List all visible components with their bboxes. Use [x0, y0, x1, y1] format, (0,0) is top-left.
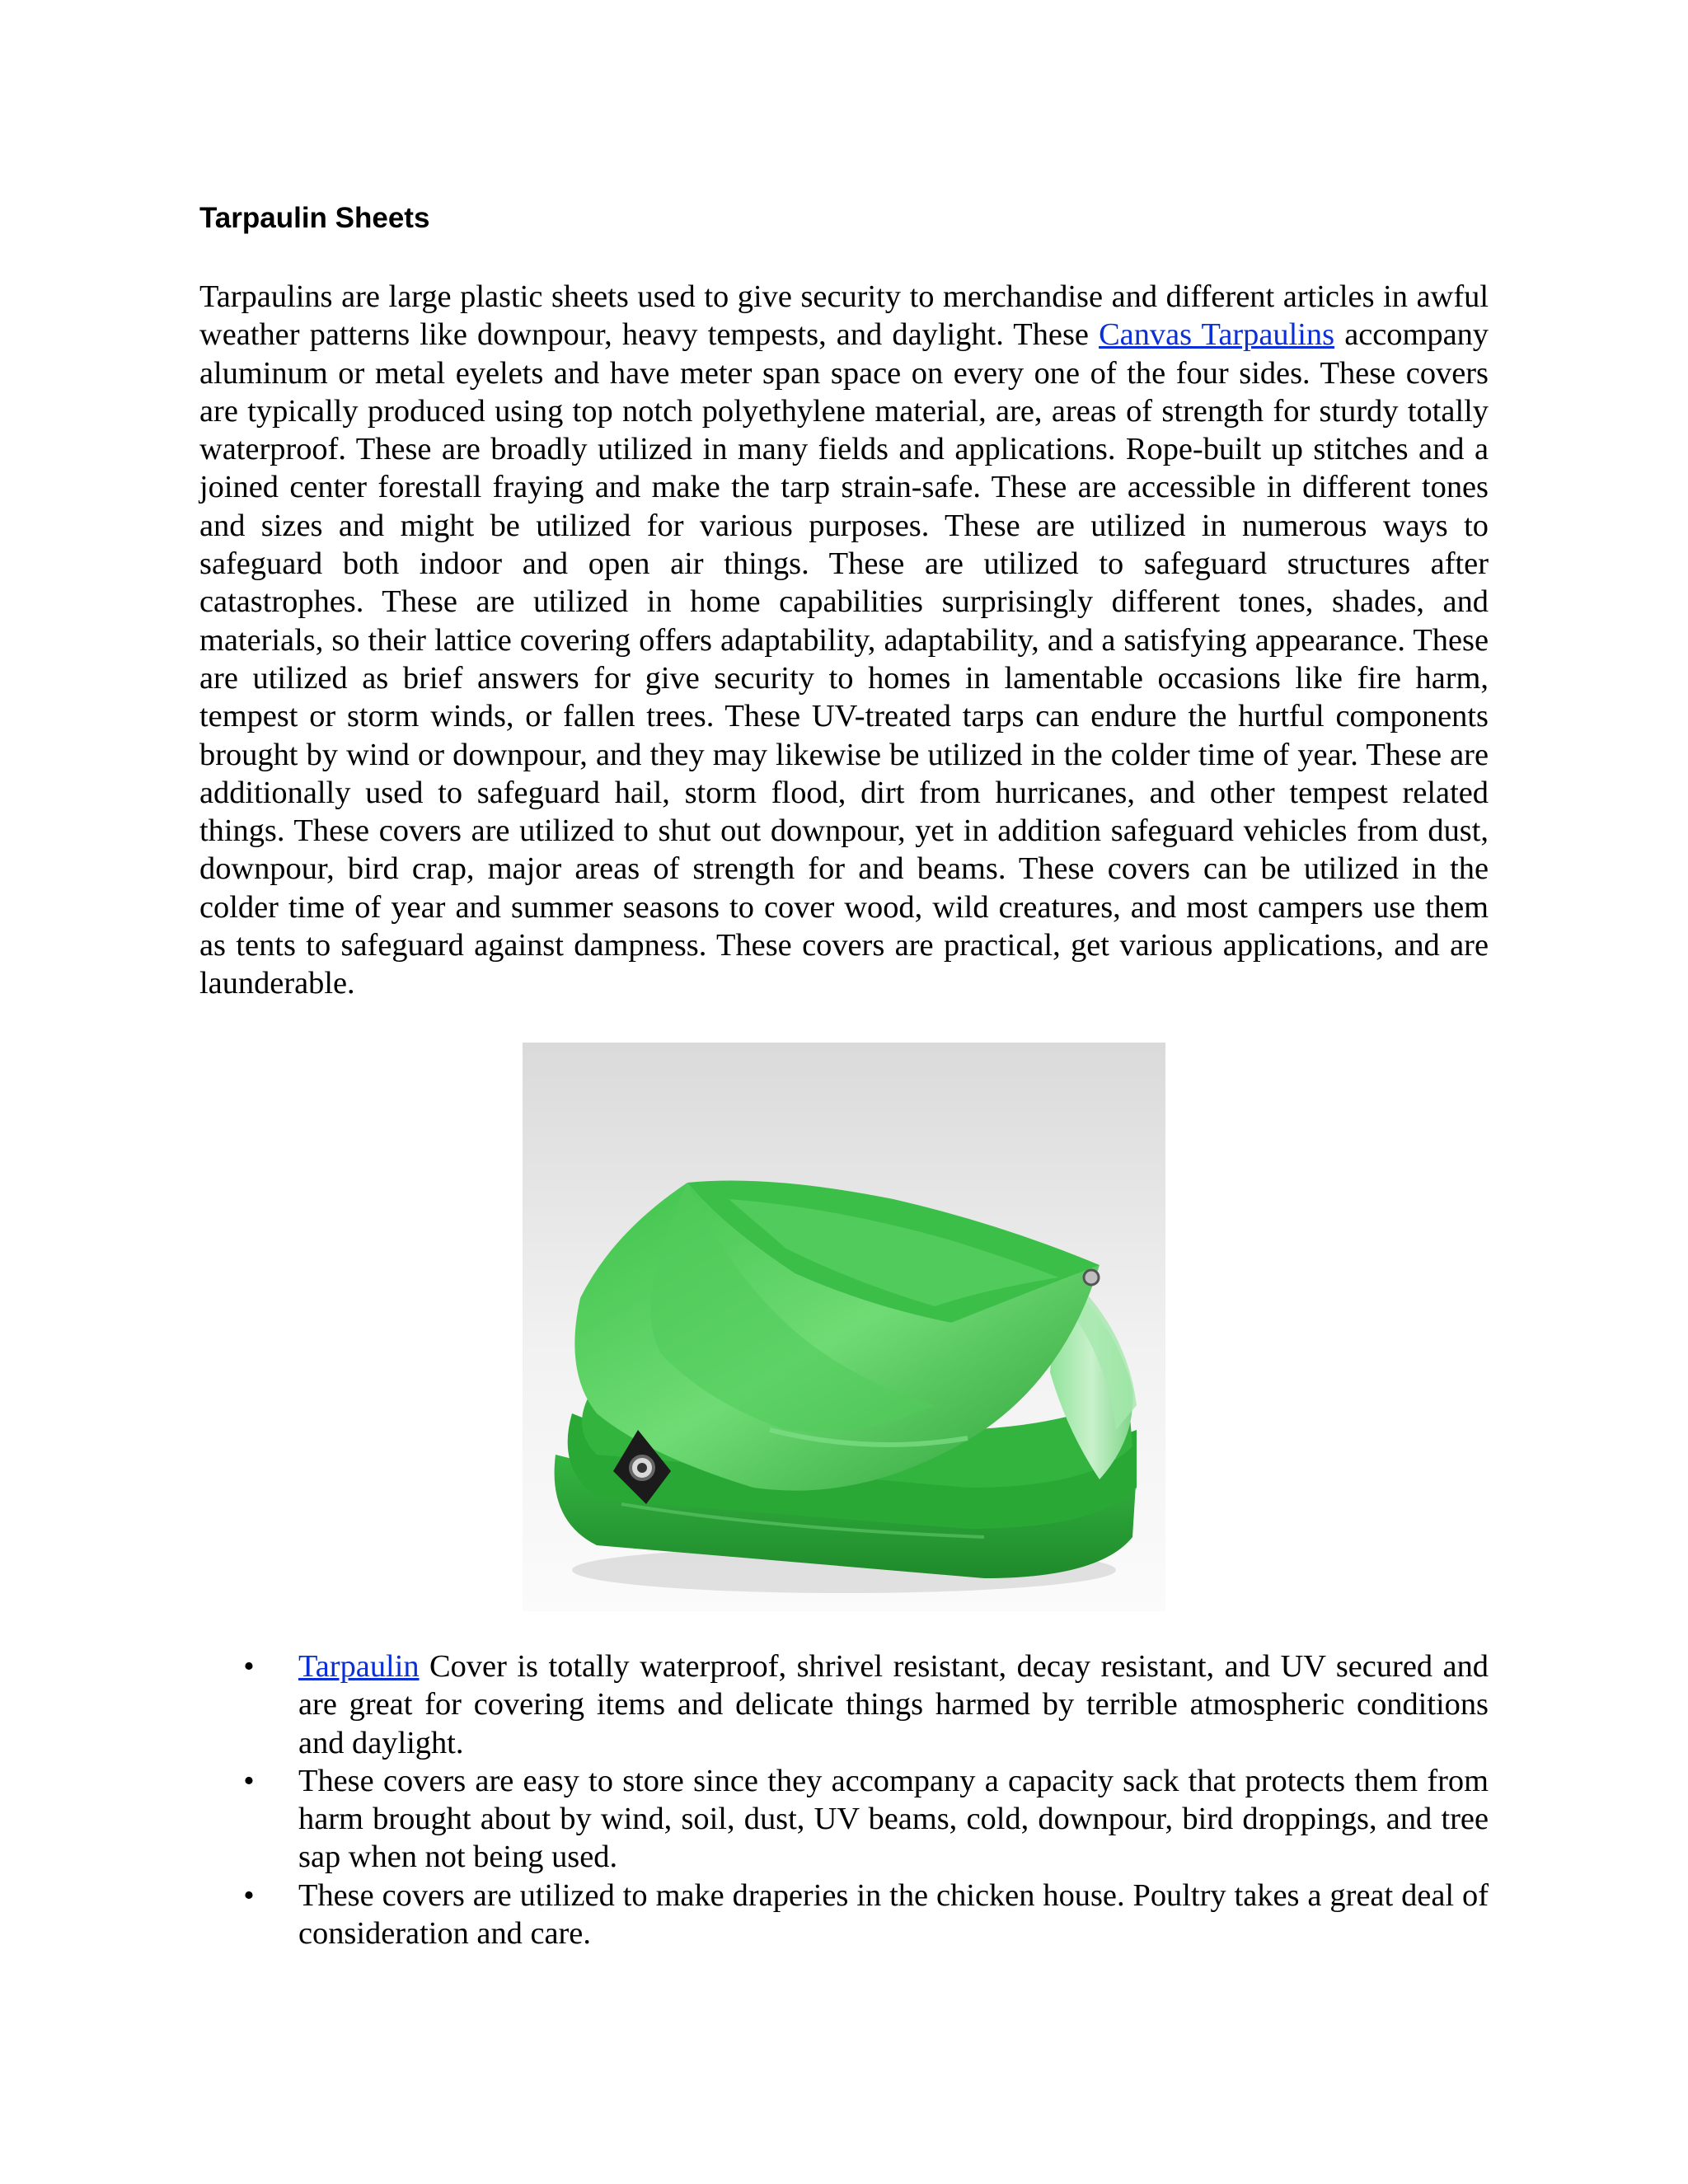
paragraph-text-after-link: accompany aluminum or metal eyelets and have meter span space on every one of the four sides. These covers are typically produced using top notch polyethylene material, are, areas of strength for sturdy totally waterproof. These are broadly utilized in many fields and applications. Rope-built up stitches and a joined center forestall fraying and make the tarp strain-safe. These are accessible in different tones and sizes and might be utilized for various purposes. These are utilized in numerous ways to safeguard both indoor and open air things. These are utilized to safeguard structures after catastrophes. These are utilized in home capabilities surprisingly different tones, shades, and materials, so their lattice covering offers adaptability, adaptability, and a satisfying appearance. These are utilized as brief answers for give security to homes in lamentable occasions like fire harm, tempest or storm winds, or fallen trees. These UV-treated tarps can endure the hurtful components brought by wind or downpour, and they may likewise be utilized in the colder time of year. These are additionally used to safeguard hail, storm flood, dirt from hurricanes, and other tempest related things. These covers are utilized to shut out downpour, yet in addition safeguard vehicles from dust, downpour, bird crap, major areas of strength for and beams. These covers can be utilized in the colder time of year and summer seasons to cover wood, wild creatures, and most campers use them as tents to safeguard against dampness. These covers are practical, get various applications, and are launderable. [199, 317, 1489, 1001]
bullet-icon: • [243, 1763, 255, 1798]
tarpaulin-product-photo [523, 1043, 1165, 1611]
feature-bullet-list [199, 1647, 1489, 1952]
canvas-tarpaulins-link[interactable]: Canvas Tarpaulins [1099, 317, 1335, 353]
bullet-icon: • [243, 1877, 255, 1913]
bullet-icon: • [243, 1649, 255, 1684]
list-item [199, 1762, 1489, 1877]
bullet-text: These covers are easy to store since they accompany a capacity sack that protects them from harm brought about by wind, soil, dust, UV beams, cold, downpour, bird droppings, and tree sap when not being used. [298, 1763, 1489, 1875]
paragraph-text-before-link: Tarpaulins are large plastic sheets used to give security to merchandise and different articles in awful weather patterns like downpour, heavy tempests, and daylight. These [199, 279, 1489, 353]
bullet-text: Cover is totally waterproof, shrivel resistant, decay resistant, and UV secured and are great for covering items and delicate things harmed by terrible atmospheric conditions and daylight. [298, 1649, 1489, 1760]
bullet-text: These covers are utilized to make draperies in the chicken house. Poultry takes a great deal of consideration and care. [298, 1877, 1489, 1952]
folded-green-tarp-image [523, 1043, 1165, 1611]
page-title: Tarpaulin Sheets [199, 202, 430, 234]
list-item [199, 1647, 1489, 1762]
body-paragraph [199, 278, 1489, 1003]
list-item [199, 1877, 1489, 1953]
tarpaulin-link[interactable]: Tarpaulin [298, 1649, 420, 1684]
